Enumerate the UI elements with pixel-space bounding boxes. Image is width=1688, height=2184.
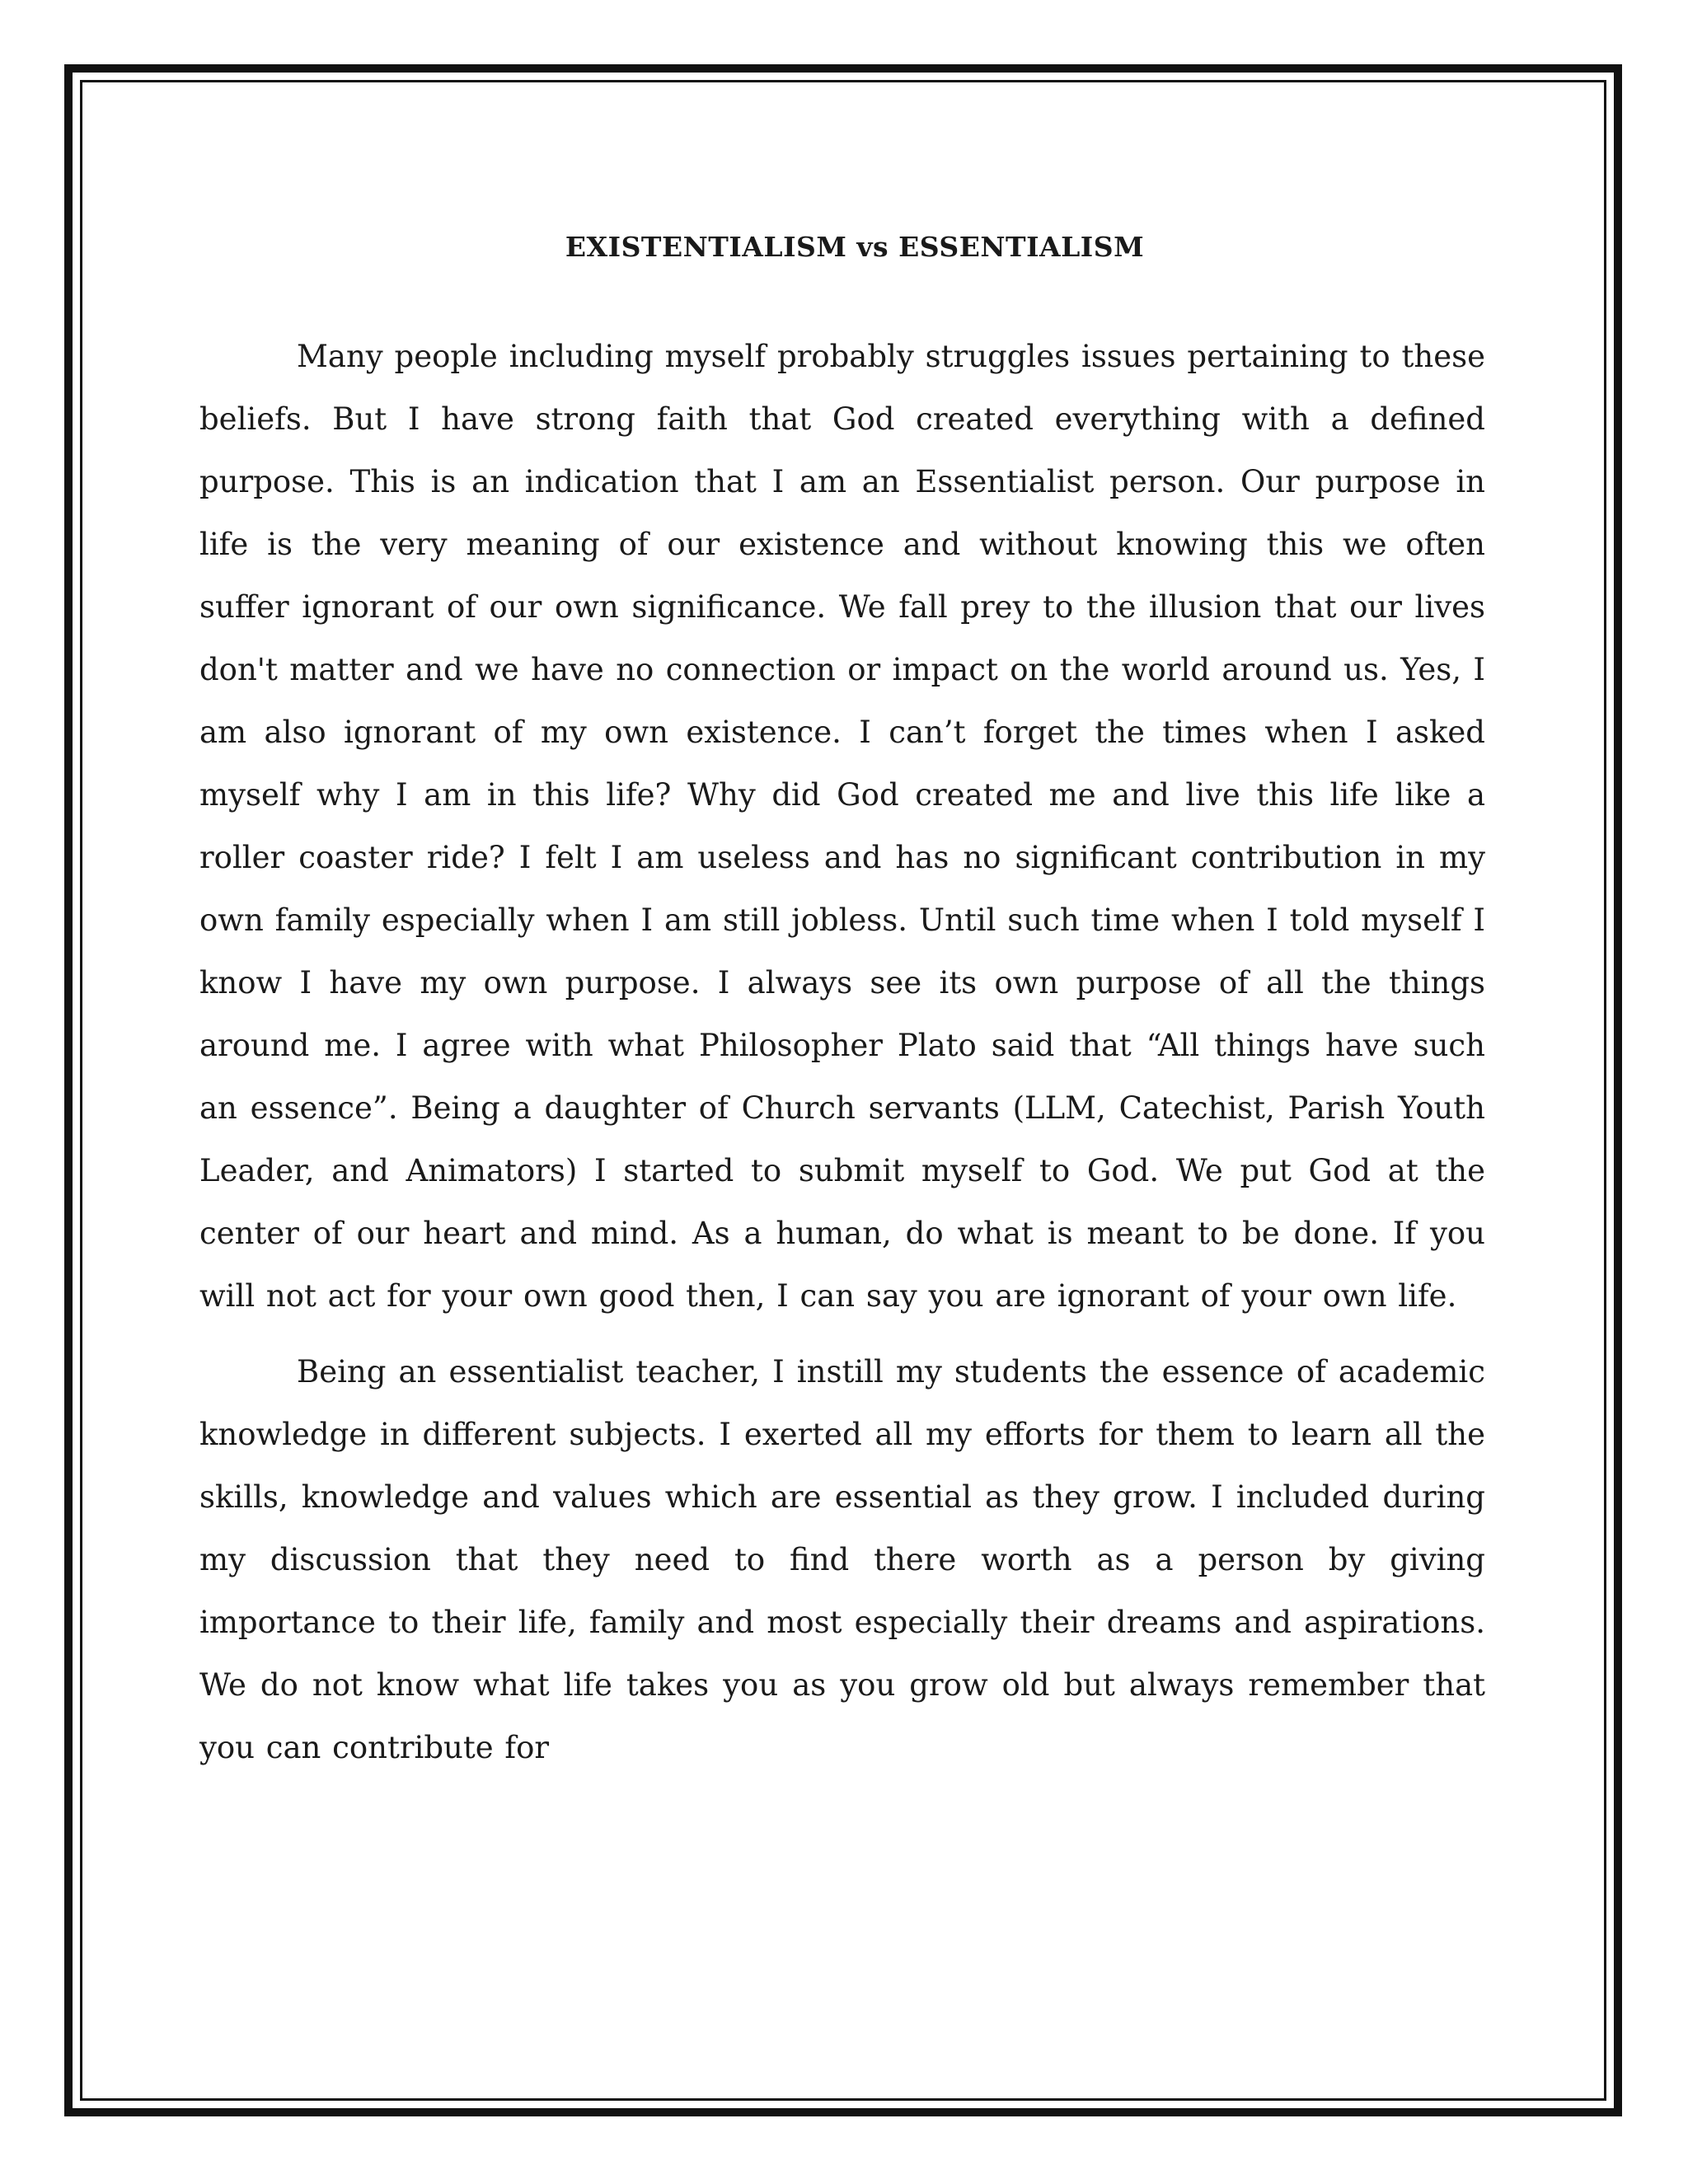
paragraph-2: Being an essentialist teacher, I instill my students the essence of academic knowledge in different subjects. I exerted all my efforts for them to learn all the skills, knowledge and values which are essential as they grow. I included during my discussion that they need to find there worth as a person by giving importance to their life, family and most especially their dreams and aspirations. We do not know what life takes you as you grow old but always remember that you can contribute for [199,1354,1485,1765]
paragraph-1: Many people including myself probably struggles issues pertaining to these beliefs. But I have strong faith that God created everything with a defined purpose. This is an indication that I am an Essentialist person. Our purpose in life is the very meaning of our existence and without knowing this we often suffer ignorant of our own significance. We fall prey to the illusion that our lives don't matter and we have no connection or impact on the world around us. Yes, I am also ignorant of my own existence. I can’t forget the times when I asked myself why I am in this life? Why did God created me and live this life like a roller coaster ride? I felt I am useless and has no significant contribution in my own family especially when I am still jobless. Until such time when I told myself I know I have my own purpose. I always see its own purpose of all the things around me. I agree with what Philosopher Plato said that “All things have such an essence”. Being a daughter of Church servants (LLM, Catechist, Parish Youth Leader, and Animators) I started to submit myself to God. We put God at the center of our heart and mind. As a human, do what is meant to be done. If you will not act for your own good then, I can say you are ignorant of your own life. [199,339,1485,1314]
document-title: EXISTENTIALISM vs ESSENTIALISM [565,231,1145,263]
document-body [199,231,1485,1793]
